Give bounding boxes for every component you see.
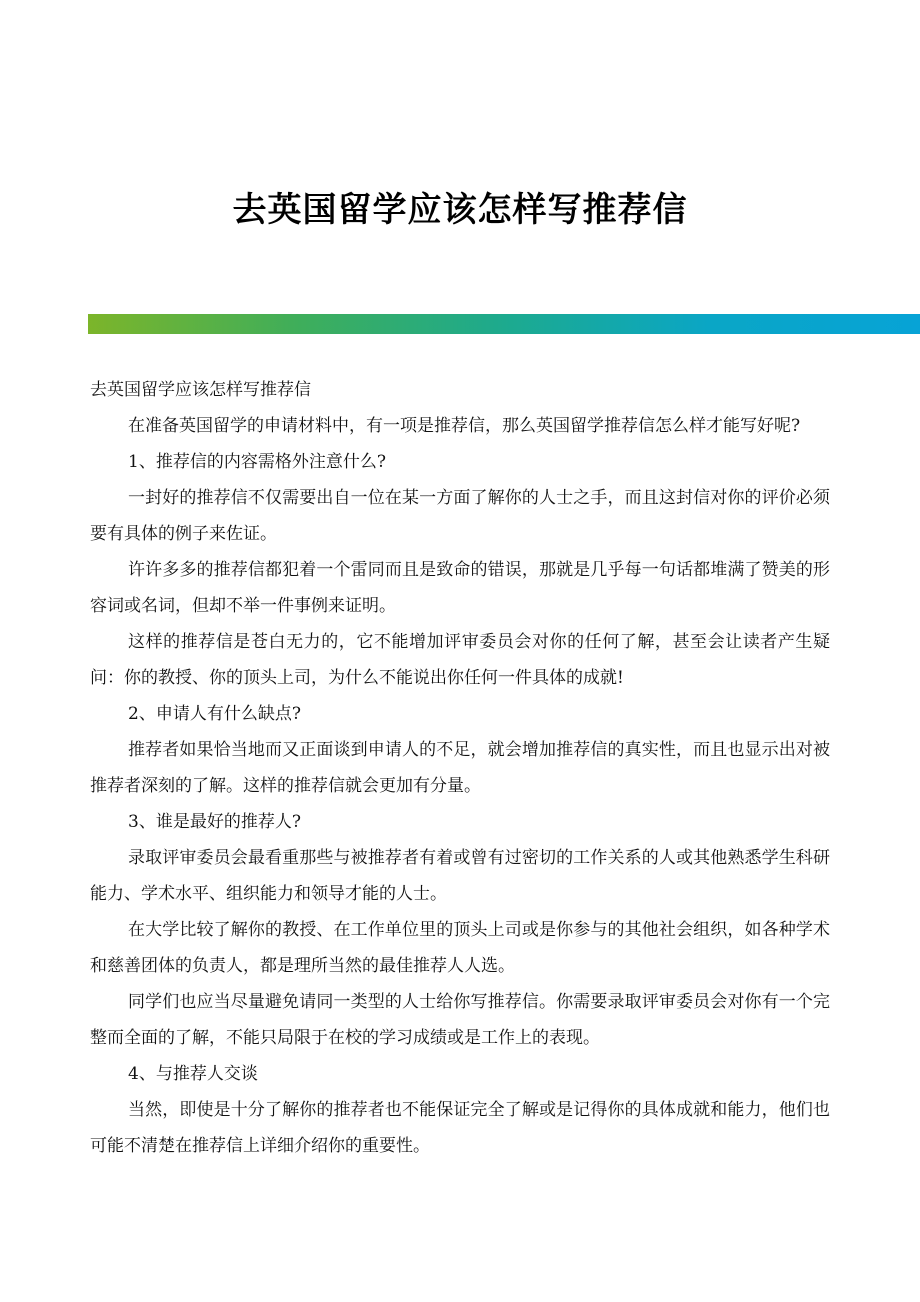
paragraph: 在大学比较了解你的教授、在工作单位里的顶头上司或是你参与的其他社会组织，如各种学术和慈善团体的负责人，都是理所当然的最佳推荐人人选。 bbox=[90, 920, 830, 976]
paragraph: 推荐者如果恰当地而又正面谈到申请人的不足，就会增加推荐信的真实性，而且也显示出对被推荐者深刻的了解。这样的推荐信就会更加有分量。 bbox=[90, 740, 830, 796]
paragraph: 当然，即使是十分了解你的推荐者也不能保证完全了解或是记得你的具体成就和能力，他们也可能不清楚在推荐信上详细介绍你的重要性。 bbox=[90, 1100, 830, 1156]
paragraph-intro: 在准备英国留学的申请材料中，有一项是推荐信，那么英国留学推荐信怎么样才能写好呢? bbox=[128, 416, 801, 436]
title-divider-bar bbox=[88, 314, 920, 334]
article-subtitle: 去英国留学应该怎样写推荐信 bbox=[90, 380, 311, 400]
paragraph: 许许多多的推荐信都犯着一个雷同而且是致命的错误，那就是几乎每一句话都堆满了赞美的形容词或名词，但却不举一件事例来证明。 bbox=[90, 560, 830, 616]
paragraph: 一封好的推荐信不仅需要出自一位在某一方面了解你的人士之手，而且这封信对你的评价必须要有具体的例子来佐证。 bbox=[90, 488, 830, 544]
paragraph: 同学们也应当尽量避免请同一类型的人士给你写推荐信。你需要录取评审委员会对你有一个完整而全面的了解，不能只局限于在校的学习成绩或是工作上的表现。 bbox=[90, 992, 830, 1048]
section-heading-2: 2、申请人有什么缺点? bbox=[128, 704, 301, 724]
section-heading-3: 3、谁是最好的推荐人? bbox=[128, 812, 301, 832]
article-body bbox=[90, 372, 830, 1164]
paragraph: 录取评审委员会最看重那些与被推荐者有着或曾有过密切的工作关系的人或其他熟悉学生科研能力、学术水平、组织能力和领导才能的人士。 bbox=[90, 848, 830, 904]
page-title: 去英国留学应该怎样写推荐信 bbox=[232, 190, 688, 230]
paragraph: 这样的推荐信是苍白无力的，它不能增加评审委员会对你的任何了解，甚至会让读者产生疑问：你的教授、你的顶头上司，为什么不能说出你任何一件具体的成就! bbox=[90, 632, 830, 688]
section-heading-1: 1、推荐信的内容需格外注意什么? bbox=[128, 452, 386, 472]
section-heading-4: 4、与推荐人交谈 bbox=[128, 1064, 258, 1084]
